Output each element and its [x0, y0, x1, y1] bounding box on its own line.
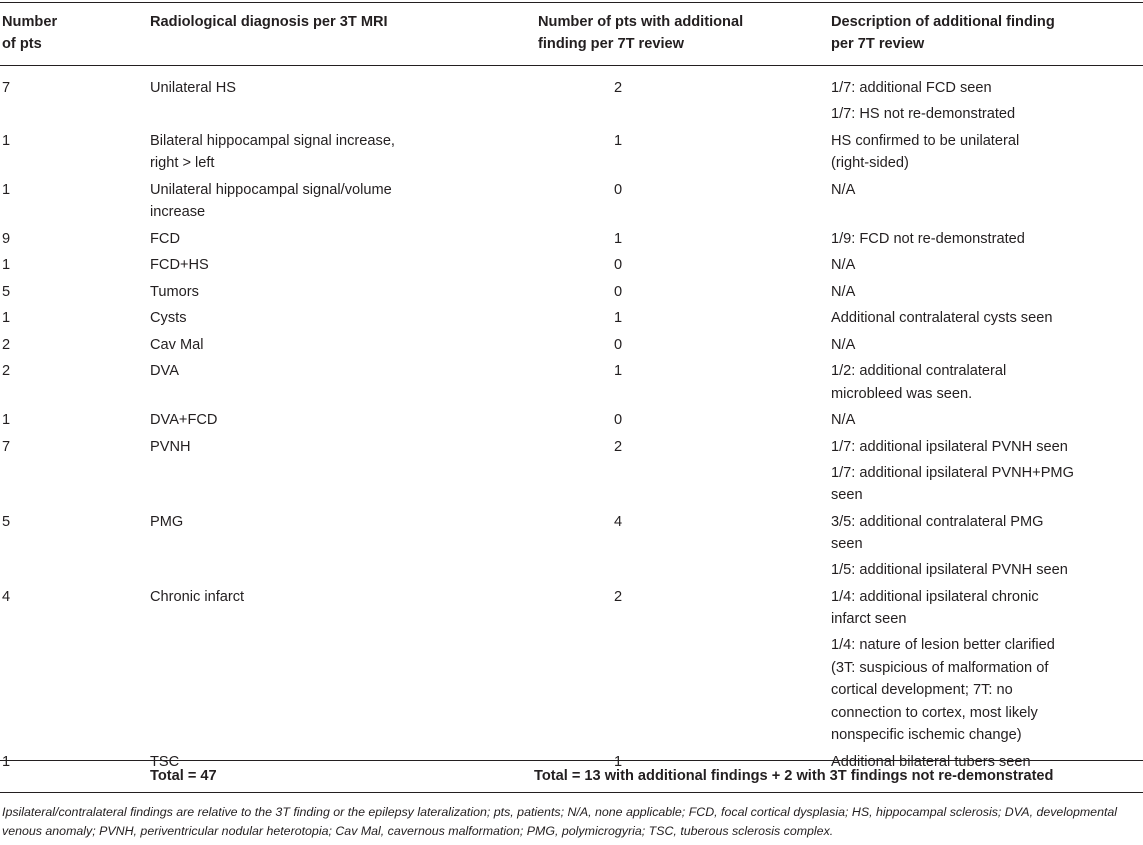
row-diagnosis-line: Unilateral HS	[150, 80, 236, 96]
row-finding-line: N/A	[831, 412, 856, 428]
row-finding-line: 1/4: nature of lesion better clarified	[831, 637, 1055, 653]
row-additional-count: 1	[613, 230, 623, 247]
row-diagnosis-line: Unilateral hippocampal signal/volume	[150, 181, 392, 198]
row-number-of-pts: 9	[2, 230, 11, 247]
row-number-of-pts: 5	[2, 283, 11, 300]
row-finding-line: HS confirmed to be unilateral	[831, 132, 1020, 149]
row-additional-count: 0	[613, 257, 623, 273]
header-number-of-pts	[2, 11, 57, 55]
row-number-of-pts: 1	[2, 310, 11, 326]
header-line: finding per 7T review	[538, 36, 684, 52]
totals-top-rule	[0, 760, 1143, 761]
header-additional-count	[538, 11, 743, 55]
row-finding-line: 1/7: additional ipsilateral PVNH+PMG	[831, 464, 1074, 481]
row-diagnosis-line: Cav Mal	[150, 336, 204, 353]
header-bottom-rule	[0, 65, 1143, 66]
row-number-of-pts: 1	[2, 412, 11, 428]
row-diagnosis-line: Cysts	[150, 310, 187, 326]
row-number-of-pts: 1	[2, 257, 11, 273]
row-diagnosis-line: right > left	[150, 155, 215, 171]
header-line: Description of additional finding	[831, 14, 1055, 30]
row-number-of-pts: 7	[2, 438, 11, 455]
header-line: per 7T review	[831, 36, 925, 52]
header-line: Radiological diagnosis per 3T MRI	[150, 14, 388, 30]
row-number-of-pts: 1	[2, 753, 11, 770]
row-diagnosis-line: PMG	[150, 513, 184, 530]
row-finding-line: (3T: suspicious of malformation of	[831, 659, 1049, 676]
row-number-of-pts: 2	[2, 363, 11, 379]
row-finding-line: connection to cortex, most likely	[831, 704, 1038, 721]
row-finding-line: 1/7: additional ipsilateral PVNH seen	[831, 438, 1068, 455]
row-finding-line: seen	[831, 536, 863, 552]
total-findings: Total = 13 with additional findings + 2 with 3T findings not re-demonstrated	[534, 768, 1054, 784]
row-finding-line: Additional contralateral cysts seen	[831, 310, 1053, 326]
row-finding-line: 1/2: additional contralateral	[831, 363, 1007, 379]
row-additional-count: 0	[613, 181, 623, 198]
row-diagnosis-line: FCD+HS	[150, 257, 209, 273]
header-additional-description	[831, 11, 1055, 55]
row-number-of-pts: 4	[2, 588, 11, 605]
row-number-of-pts: 7	[2, 80, 11, 96]
row-finding-line: 1/5: additional ipsilateral PVNH seen	[831, 562, 1068, 578]
row-additional-count: 1	[613, 132, 623, 149]
row-diagnosis-line: FCD	[150, 230, 180, 247]
row-additional-count: 0	[613, 412, 623, 428]
row-finding-line: seen	[831, 487, 863, 503]
row-finding-line: cortical development; 7T: no	[831, 682, 1013, 698]
row-finding-line: infarct seen	[831, 611, 907, 627]
row-finding-line: 1/9: FCD not re-demonstrated	[831, 230, 1025, 247]
row-finding-line: 1/4: additional ipsilateral chronic	[831, 588, 1039, 605]
total-patients: Total = 47	[150, 768, 217, 784]
row-finding-line: (right-sided)	[831, 155, 909, 171]
row-diagnosis-line: Tumors	[150, 283, 199, 300]
row-finding-line: Additional bilateral tubers seen	[831, 753, 1031, 770]
row-additional-count: 2	[613, 80, 623, 96]
row-finding-line: microbleed was seen.	[831, 385, 973, 402]
row-additional-count: 2	[613, 588, 623, 605]
row-finding-line: 1/7: HS not re-demonstrated	[831, 106, 1016, 122]
row-diagnosis-line: increase	[150, 204, 206, 220]
row-diagnosis-line: DVA+FCD	[150, 412, 218, 428]
row-additional-count: 1	[613, 363, 623, 379]
header-line: Number of pts with additional	[538, 14, 744, 30]
row-diagnosis-line: TSC	[150, 753, 180, 770]
header-line: Number	[2, 14, 58, 30]
row-finding-line: N/A	[831, 181, 856, 198]
table-top-rule	[0, 2, 1143, 3]
row-finding-line: N/A	[831, 336, 856, 353]
row-diagnosis-line: PVNH	[150, 438, 191, 455]
row-number-of-pts: 1	[2, 132, 11, 149]
table-footnote: Ipsilateral/contralateral findings are relative to the 3T finding or the epilepsy lateralization; pts, patients; N/A, none applicable; FCD, focal cortical dysplasia; HS, hippocampal sclerosis; DVA, developmental venous anomaly; PVNH, periventricular nodular heterotopia; Cav Mal, cavernous malformation; PMG, polymicrogyria; TSC, tuberous sclerosis complex.	[2, 805, 1118, 838]
row-finding-line: nonspecific ischemic change)	[831, 727, 1022, 743]
table-bottom-rule	[0, 792, 1143, 793]
row-additional-count: 1	[613, 310, 623, 326]
row-additional-count: 1	[613, 753, 623, 770]
row-additional-count: 0	[613, 336, 623, 353]
row-diagnosis-line: Bilateral hippocampal signal increase,	[150, 132, 395, 149]
row-diagnosis-line: Chronic infarct	[150, 588, 245, 605]
header-radiological-diagnosis	[150, 11, 388, 33]
row-number-of-pts: 1	[2, 181, 11, 198]
row-finding-line: N/A	[831, 257, 856, 273]
row-additional-count: 2	[613, 438, 623, 455]
row-number-of-pts: 5	[2, 513, 11, 530]
header-line: of pts	[2, 36, 42, 52]
row-number-of-pts: 2	[2, 336, 11, 353]
row-additional-count: 4	[613, 513, 623, 530]
row-finding-line: 1/7: additional FCD seen	[831, 80, 992, 96]
row-additional-count: 0	[613, 283, 623, 300]
row-diagnosis-line: DVA	[150, 363, 179, 379]
row-finding-line: N/A	[831, 283, 856, 300]
row-finding-line: 3/5: additional contralateral PMG	[831, 513, 1044, 530]
